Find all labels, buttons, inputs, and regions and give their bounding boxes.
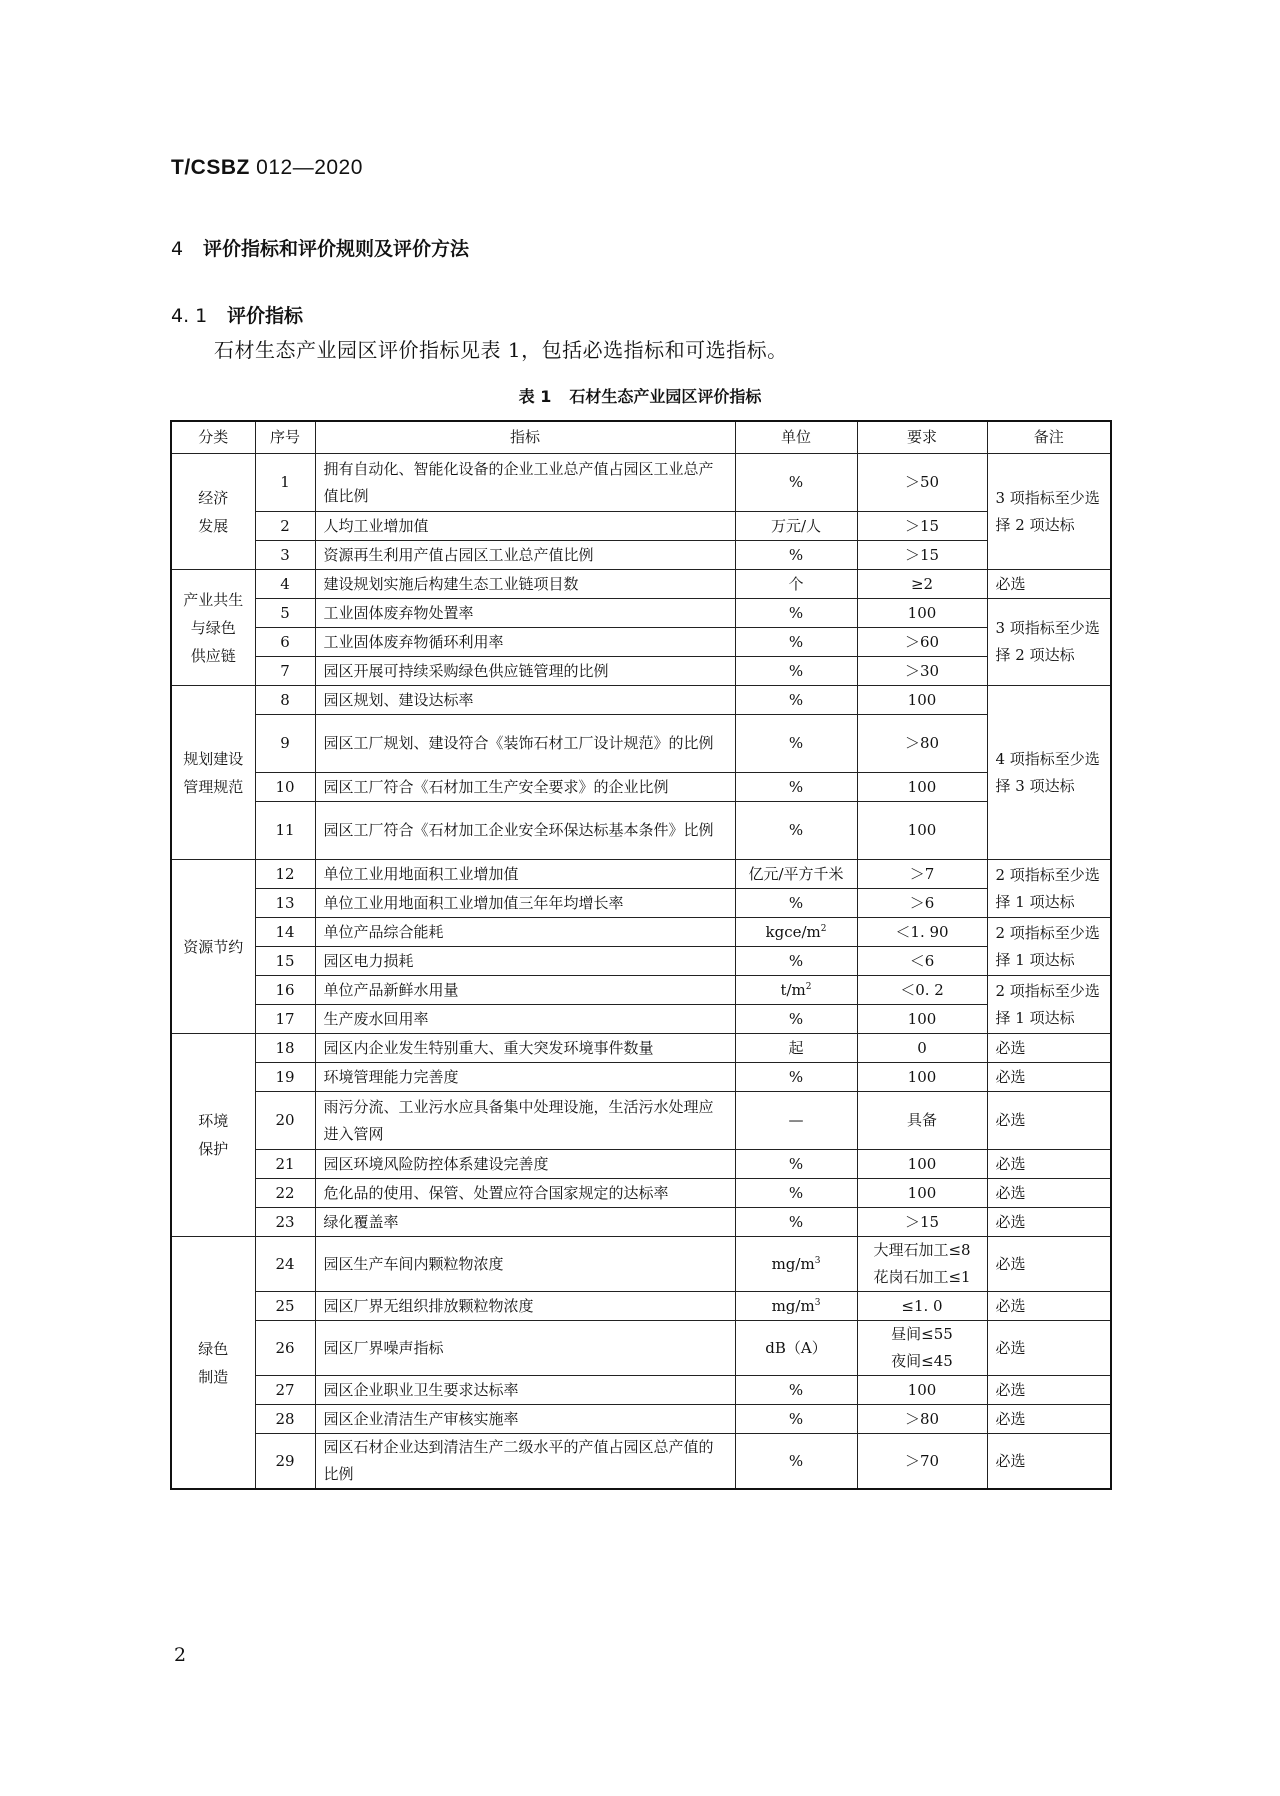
- row-number-cell: 13: [255, 889, 315, 918]
- unit-text: t/m: [780, 980, 806, 999]
- indicator-cell: 资源再生利用产值占园区工业总产值比例: [315, 541, 735, 570]
- unit-cell: [735, 570, 857, 599]
- table-row: [171, 976, 1111, 1005]
- requirement-cell: 100: [857, 599, 987, 628]
- requirement-cell: 昼间≤55 夜间≤45: [857, 1321, 987, 1376]
- requirement-cell: 0: [857, 1034, 987, 1063]
- unit-text: %: [788, 545, 804, 564]
- table-row: [171, 686, 1111, 715]
- body-paragraph: 石材生态产业园区评价指标见表 1，包括必选指标和可选指标。: [214, 338, 788, 362]
- table-row: [171, 918, 1111, 947]
- unit-text: %: [788, 1380, 804, 1399]
- remark-cell: 必选: [987, 1237, 1111, 1292]
- requirement-cell: ＞6: [857, 889, 987, 918]
- remark-cell: 必选: [987, 1376, 1111, 1405]
- table-row: [171, 657, 1111, 686]
- indicator-cell: 园区石材企业达到清洁生产二级水平的产值占园区总产值的比例: [315, 1434, 735, 1490]
- row-number-cell: 18: [255, 1034, 315, 1063]
- requirement-cell: ＞7: [857, 860, 987, 889]
- requirement-cell: 100: [857, 686, 987, 715]
- header-indicator: 指标: [315, 421, 735, 454]
- remark-cell: 4 项指标至少选择 3 项达标: [987, 686, 1111, 860]
- unit-superscript: 3: [814, 1255, 821, 1266]
- unit-text: kgce/m: [765, 922, 821, 941]
- table-row: [171, 1034, 1111, 1063]
- table-row: [171, 1292, 1111, 1321]
- remark-cell: 必选: [987, 1063, 1111, 1092]
- unit-text: mg/m: [771, 1254, 815, 1273]
- table-row: [171, 715, 1111, 773]
- unit-cell: [735, 1063, 857, 1092]
- document-code-suffix: 012—2020: [249, 156, 363, 179]
- row-number-cell: 22: [255, 1179, 315, 1208]
- unit-cell: [735, 918, 857, 947]
- page-number: 2: [174, 1644, 187, 1666]
- indicator-cell: 单位工业用地面积工业增加值: [315, 860, 735, 889]
- unit-superscript: 2: [805, 981, 812, 992]
- indicator-cell: 生产废水回用率: [315, 1005, 735, 1034]
- unit-cell: [735, 1092, 857, 1150]
- table-row: [171, 541, 1111, 570]
- requirement-cell: ＞70: [857, 1434, 987, 1490]
- row-number-cell: 8: [255, 686, 315, 715]
- unit-cell: [735, 512, 857, 541]
- unit-text: %: [788, 1067, 804, 1086]
- unit-superscript: 2: [820, 923, 827, 934]
- table-row: [171, 1376, 1111, 1405]
- requirement-cell: ＜0. 2: [857, 976, 987, 1005]
- requirement-cell: 100: [857, 1005, 987, 1034]
- row-number-cell: 20: [255, 1092, 315, 1150]
- unit-text: %: [788, 734, 804, 752]
- table-row: [171, 1434, 1111, 1490]
- row-number-cell: 23: [255, 1208, 315, 1237]
- unit-text: %: [788, 661, 804, 680]
- remark-cell: 3 项指标至少选择 2 项达标: [987, 454, 1111, 570]
- remark-cell: 必选: [987, 1034, 1111, 1063]
- table-row: [171, 947, 1111, 976]
- remark-cell: 必选: [987, 1150, 1111, 1179]
- unit-text: —: [788, 1111, 804, 1129]
- row-number-cell: 16: [255, 976, 315, 1005]
- row-number-cell: 27: [255, 1376, 315, 1405]
- remark-cell: 必选: [987, 1434, 1111, 1490]
- row-number-cell: 10: [255, 773, 315, 802]
- unit-cell: [735, 628, 857, 657]
- table-row: [171, 1237, 1111, 1292]
- indicator-cell: 园区企业职业卫生要求达标率: [315, 1376, 735, 1405]
- unit-text: %: [788, 951, 804, 970]
- unit-text: %: [788, 777, 804, 796]
- requirement-cell: ＜1. 90: [857, 918, 987, 947]
- indicator-table: [170, 420, 1112, 1490]
- unit-superscript: 3: [814, 1297, 821, 1308]
- indicator-cell: 园区生产车间内颗粒物浓度: [315, 1237, 735, 1292]
- row-number-cell: 24: [255, 1237, 315, 1292]
- requirement-cell: ≤1. 0: [857, 1292, 987, 1321]
- indicator-cell: 园区厂界噪声指标: [315, 1321, 735, 1376]
- table-row: [171, 454, 1111, 512]
- indicator-cell: 园区厂界无组织排放颗粒物浓度: [315, 1292, 735, 1321]
- indicator-cell: 工业固体废弃物循环利用率: [315, 628, 735, 657]
- table-row: [171, 570, 1111, 599]
- unit-cell: [735, 599, 857, 628]
- header-requirement: 要求: [857, 421, 987, 454]
- header-unit: 单位: [735, 421, 857, 454]
- remark-cell: 必选: [987, 1208, 1111, 1237]
- indicator-cell: 单位工业用地面积工业增加值三年年均增长率: [315, 889, 735, 918]
- unit-cell: [735, 802, 857, 860]
- row-number-cell: 3: [255, 541, 315, 570]
- unit-cell: [735, 773, 857, 802]
- unit-cell: [735, 715, 857, 773]
- header-remark: 备注: [987, 421, 1111, 454]
- requirement-cell: ＞30: [857, 657, 987, 686]
- unit-cell: [735, 1150, 857, 1179]
- requirement-cell: ＞80: [857, 715, 987, 773]
- unit-text: %: [788, 603, 804, 622]
- unit-text: %: [788, 1409, 804, 1428]
- document-code: [171, 156, 363, 180]
- subsection-title: 评价指标: [227, 305, 304, 327]
- unit-text: %: [788, 473, 804, 491]
- requirement-cell: ＞15: [857, 541, 987, 570]
- table-row: [171, 1405, 1111, 1434]
- indicator-cell: 单位产品综合能耗: [315, 918, 735, 947]
- table-row: [171, 889, 1111, 918]
- indicator-cell: 园区环境风险防控体系建设完善度: [315, 1150, 735, 1179]
- table-row: [171, 1005, 1111, 1034]
- unit-cell: [735, 1208, 857, 1237]
- requirement-cell: 100: [857, 802, 987, 860]
- unit-text: 亿元/平方千米: [748, 864, 844, 883]
- row-number-cell: 26: [255, 1321, 315, 1376]
- category-cell: 规划建设 管理规范: [171, 686, 255, 860]
- table-row: [171, 1208, 1111, 1237]
- unit-text: %: [788, 1183, 804, 1202]
- row-number-cell: 12: [255, 860, 315, 889]
- row-number-cell: 1: [255, 454, 315, 512]
- table-row: [171, 628, 1111, 657]
- remark-cell: 必选: [987, 570, 1111, 599]
- row-number-cell: 25: [255, 1292, 315, 1321]
- unit-text: %: [788, 1451, 804, 1470]
- remark-cell: 必选: [987, 1292, 1111, 1321]
- table-caption: [0, 384, 1280, 407]
- unit-text: %: [788, 1009, 804, 1028]
- table-row: [171, 773, 1111, 802]
- table-row: [171, 1092, 1111, 1150]
- unit-cell: [735, 1237, 857, 1292]
- indicator-cell: 园区规划、建设达标率: [315, 686, 735, 715]
- remark-cell: 3 项指标至少选择 2 项达标: [987, 599, 1111, 686]
- indicator-cell: 园区开展可持续采购绿色供应链管理的比例: [315, 657, 735, 686]
- requirement-cell: ＜6: [857, 947, 987, 976]
- unit-cell: [735, 686, 857, 715]
- unit-text: %: [788, 690, 804, 709]
- section-heading: [171, 234, 469, 261]
- remark-cell: 必选: [987, 1092, 1111, 1150]
- indicator-cell: 园区工厂规划、建设符合《装饰石材工厂设计规范》的比例: [315, 715, 735, 773]
- indicator-cell: 园区内企业发生特别重大、重大突发环境事件数量: [315, 1034, 735, 1063]
- table-row: [171, 1150, 1111, 1179]
- remark-cell: 2 项指标至少选择 1 项达标: [987, 918, 1111, 976]
- unit-cell: [735, 1034, 857, 1063]
- table-row: [171, 1179, 1111, 1208]
- table-caption-number: 表 1: [518, 387, 552, 406]
- unit-cell: [735, 1292, 857, 1321]
- unit-cell: [735, 541, 857, 570]
- remark-cell: 2 项指标至少选择 1 项达标: [987, 860, 1111, 918]
- indicator-cell: 环境管理能力完善度: [315, 1063, 735, 1092]
- header-number: 序号: [255, 421, 315, 454]
- indicator-cell: 园区工厂符合《石材加工企业安全环保达标基本条件》比例: [315, 802, 735, 860]
- table-row: [171, 802, 1111, 860]
- requirement-cell: ＞50: [857, 454, 987, 512]
- indicator-cell: 工业固体废弃物处置率: [315, 599, 735, 628]
- unit-cell: [735, 1405, 857, 1434]
- requirement-cell: 100: [857, 1376, 987, 1405]
- requirement-cell: ＞15: [857, 512, 987, 541]
- unit-cell: [735, 860, 857, 889]
- subsection-number: 4. 1: [171, 305, 208, 327]
- remark-cell: 必选: [987, 1321, 1111, 1376]
- unit-text: %: [788, 1154, 804, 1173]
- unit-text: %: [788, 1212, 804, 1231]
- requirement-cell: 具备: [857, 1092, 987, 1150]
- table-header-row: [171, 421, 1111, 454]
- requirement-cell: 100: [857, 1150, 987, 1179]
- table-caption-title: 石材生态产业园区评价指标: [569, 387, 762, 406]
- indicator-cell: 绿化覆盖率: [315, 1208, 735, 1237]
- row-number-cell: 4: [255, 570, 315, 599]
- row-number-cell: 19: [255, 1063, 315, 1092]
- row-number-cell: 14: [255, 918, 315, 947]
- section-title: 评价指标和评价规则及评价方法: [203, 238, 470, 260]
- unit-text: 万元/人: [770, 516, 822, 535]
- remark-cell: 2 项指标至少选择 1 项达标: [987, 976, 1111, 1034]
- unit-text: %: [788, 821, 804, 839]
- row-number-cell: 6: [255, 628, 315, 657]
- category-cell: 绿色 制造: [171, 1237, 255, 1490]
- requirement-cell: ＞60: [857, 628, 987, 657]
- indicator-cell: 园区工厂符合《石材加工生产安全要求》的企业比例: [315, 773, 735, 802]
- unit-cell: [735, 1376, 857, 1405]
- unit-cell: [735, 1321, 857, 1376]
- row-number-cell: 29: [255, 1434, 315, 1490]
- unit-cell: [735, 976, 857, 1005]
- requirement-cell: 100: [857, 1063, 987, 1092]
- table-row: [171, 1321, 1111, 1376]
- requirement-cell: ≥2: [857, 570, 987, 599]
- unit-cell: [735, 1005, 857, 1034]
- row-number-cell: 7: [255, 657, 315, 686]
- row-number-cell: 17: [255, 1005, 315, 1034]
- indicator-cell: 园区企业清洁生产审核实施率: [315, 1405, 735, 1434]
- category-cell: 环境 保护: [171, 1034, 255, 1237]
- requirement-cell: 100: [857, 773, 987, 802]
- indicator-cell: 园区电力损耗: [315, 947, 735, 976]
- unit-cell: [735, 657, 857, 686]
- requirement-cell: ＞15: [857, 1208, 987, 1237]
- table-row: [171, 860, 1111, 889]
- unit-text: %: [788, 893, 804, 912]
- unit-cell: [735, 454, 857, 512]
- category-cell: 经济 发展: [171, 454, 255, 570]
- requirement-cell: 100: [857, 1179, 987, 1208]
- requirement-cell: 大理石加工≤8 花岗石加工≤1: [857, 1237, 987, 1292]
- category-cell: 产业共生 与绿色 供应链: [171, 570, 255, 686]
- table-row: [171, 512, 1111, 541]
- subsection-heading: [171, 301, 303, 328]
- remark-cell: 必选: [987, 1405, 1111, 1434]
- indicator-cell: 拥有自动化、智能化设备的企业工业总产值占园区工业总产值比例: [315, 454, 735, 512]
- table-row: [171, 1063, 1111, 1092]
- row-number-cell: 21: [255, 1150, 315, 1179]
- table-row: [171, 599, 1111, 628]
- unit-text: dB（A）: [765, 1338, 827, 1357]
- remark-cell: 必选: [987, 1179, 1111, 1208]
- unit-cell: [735, 947, 857, 976]
- unit-cell: [735, 889, 857, 918]
- row-number-cell: 5: [255, 599, 315, 628]
- row-number-cell: 15: [255, 947, 315, 976]
- row-number-cell: 2: [255, 512, 315, 541]
- unit-text: mg/m: [771, 1296, 815, 1315]
- indicator-cell: 建设规划实施后构建生态工业链项目数: [315, 570, 735, 599]
- category-cell: 资源节约: [171, 860, 255, 1034]
- section-number: 4: [171, 238, 184, 260]
- row-number-cell: 9: [255, 715, 315, 773]
- unit-cell: [735, 1434, 857, 1490]
- requirement-cell: ＞80: [857, 1405, 987, 1434]
- indicator-cell: 雨污分流、工业污水应具备集中处理设施，生活污水处理应进入管网: [315, 1092, 735, 1150]
- document-code-prefix: T/CSBZ: [171, 156, 250, 179]
- row-number-cell: 28: [255, 1405, 315, 1434]
- unit-text: %: [788, 632, 804, 651]
- indicator-cell: 人均工业增加值: [315, 512, 735, 541]
- header-category: 分类: [171, 421, 255, 454]
- indicator-cell: 危化品的使用、保管、处置应符合国家规定的达标率: [315, 1179, 735, 1208]
- unit-cell: [735, 1179, 857, 1208]
- row-number-cell: 11: [255, 802, 315, 860]
- indicator-cell: 单位产品新鲜水用量: [315, 976, 735, 1005]
- unit-text: 个: [788, 574, 804, 593]
- unit-text: 起: [788, 1038, 804, 1057]
